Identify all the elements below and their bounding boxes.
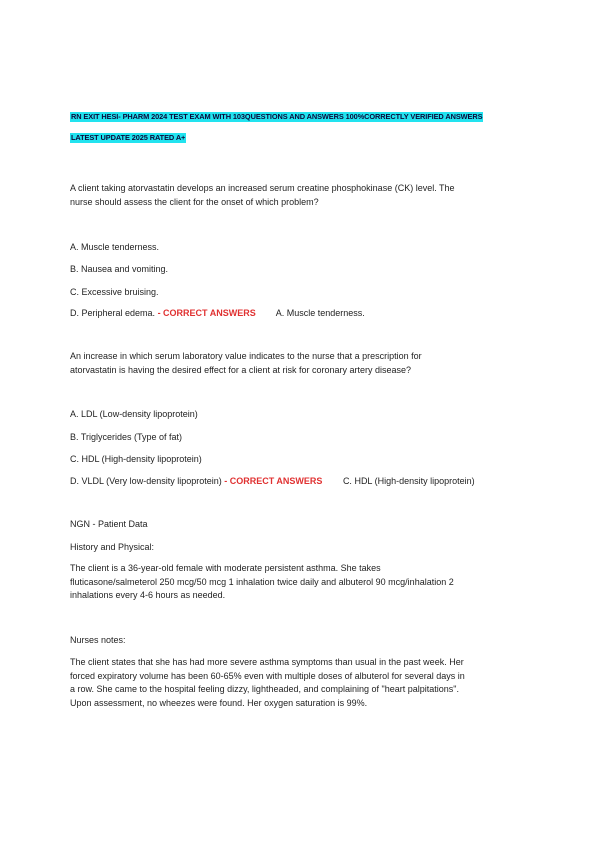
q1-option-a: A. Muscle tenderness. <box>70 242 160 252</box>
nurses-notes-heading: Nurses notes: <box>70 635 126 645</box>
q2-answer: C. HDL (High-density lipoprotein) <box>342 476 475 486</box>
q2-option-a: A. LDL (Low-density lipoprotein) <box>70 409 198 419</box>
q1-option-b: B. Nausea and vomiting. <box>70 264 169 274</box>
q1-answer: A. Muscle tenderness. <box>275 308 365 318</box>
question-1-text <box>70 182 530 209</box>
q2-option-d-row <box>70 475 475 487</box>
notes-line-3: a row. She came to the hospital feeling dizzy, lightheaded, and complaining of "heart palpitations". <box>70 684 459 694</box>
notes-line-1: The client states that she has had more severe asthma symptoms than usual in the past week. Her <box>70 657 464 667</box>
q1-option-d: D. Peripheral edema. <box>70 308 156 318</box>
question-2-line-1: An increase in which serum laboratory value indicates to the nurse that a prescription for <box>70 351 422 361</box>
q1-option-c: C. Excessive bruising. <box>70 287 159 297</box>
question-1-line-2: nurse should assess the client for the onset of which problem? <box>70 196 319 207</box>
document-title <box>70 106 530 148</box>
q2-option-c: C. HDL (High-density lipoprotein) <box>70 454 202 464</box>
q2-option-b: B. Triglycerides (Type of fat) <box>70 432 183 442</box>
correct-answers-label: - CORRECT ANSWERS <box>224 476 323 486</box>
nurses-notes-text <box>70 656 530 710</box>
title-line-2: LATEST UPDATE 2025 RATED A+ <box>71 133 186 142</box>
question-2-text <box>70 350 530 377</box>
question-1-line-1: A client taking atorvastatin develops an increased serum creatine phosphokinase (CK) level. The <box>70 183 455 193</box>
notes-line-4: Upon assessment, no wheezes were found. Her oxygen saturation is 99%. <box>70 697 368 708</box>
correct-answers-label: - CORRECT ANSWERS <box>157 308 256 318</box>
history-physical-text <box>70 562 530 603</box>
notes-line-2: forced expiratory volume has been 60-65% even with multiple doses of albuterol for several days in <box>70 670 465 681</box>
hp-line-2: fluticasone/salmeterol 250 mcg/50 mcg 1 inhalation twice daily and albuterol 90 mcg/inhalation 2 <box>70 576 454 587</box>
hp-line-3: inhalations every 4-6 hours as needed. <box>70 590 226 600</box>
title-line-1: RN EXIT HESI- PHARM 2024 TEST EXAM WITH 103QUESTIONS AND ANSWERS 100%CORRECTLY VERIFIED ANSWERS <box>71 112 483 121</box>
history-physical-heading: History and Physical: <box>70 542 155 552</box>
q1-option-d-row <box>70 307 365 319</box>
hp-line-1: The client is a 36-year-old female with moderate persistent asthma. She takes <box>70 563 381 573</box>
question-2-line-2: atorvastatin is having the desired effect for a client at risk for coronary artery disease? <box>70 364 412 375</box>
ngn-heading: NGN - Patient Data <box>70 519 148 529</box>
q2-option-d: D. VLDL (Very low-density lipoprotein) <box>70 476 222 486</box>
